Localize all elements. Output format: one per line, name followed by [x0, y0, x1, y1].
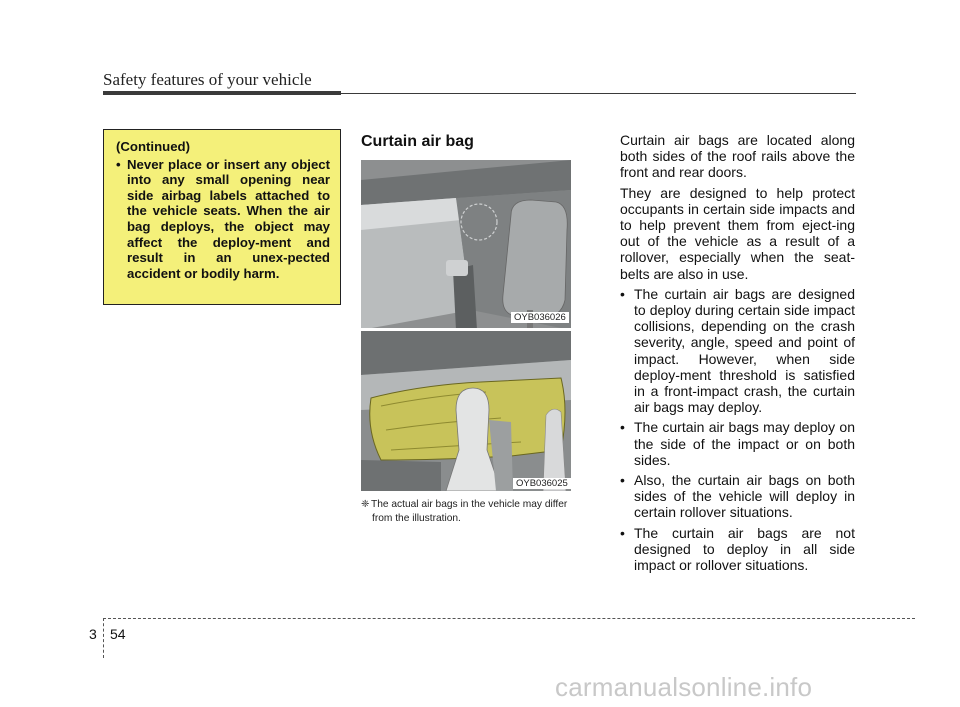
bullet-dot: •: [116, 156, 121, 172]
note-line-1: The actual air bags in the vehicle may differ: [371, 499, 568, 510]
page-number: 54: [110, 626, 126, 642]
bullet-dot: •: [620, 524, 625, 541]
section-title: Curtain air bag: [361, 133, 474, 150]
warning-continued: (Continued): [116, 139, 190, 154]
chapter-number: 3: [89, 626, 97, 642]
list-item: • The curtain air bags are not designed to deploy in all side impact or rollover situations.: [620, 524, 855, 574]
note-line-2: from the illustration.: [372, 513, 461, 524]
footer-divider: [103, 618, 104, 658]
list-item: • The curtain air bags are designed to deploy during certain side impact collisions, depending on the crash severity, angle, speed and point of impact. However, when side deploy-ment threshold is satisfied in a front-impact crash, the curtain air bags may deploy.: [620, 285, 855, 416]
airbag-illustration-svg: [361, 160, 571, 491]
list-item: • Also, the curtain air bags on both sides of the vehicle will deploy in certain rollover situations.: [620, 472, 855, 521]
warning-box: [103, 129, 341, 305]
header-rule: [341, 93, 856, 94]
figure-code-top: OYB036026: [511, 312, 569, 323]
watermark: carmanualsonline.info: [555, 672, 813, 702]
bullet-dot: •: [620, 419, 625, 436]
bullet-dot: •: [620, 285, 625, 302]
paragraph-location: Curtain air bags are located along both sides of the roof rails above the front and rear doors.: [620, 132, 855, 181]
figure-code-bottom: OYB036025: [513, 478, 571, 489]
figure-note: [361, 498, 576, 526]
warning-text: Never place or insert any object into any small opening near side airbag labels attached to the vehicle seats. When the air bag deploys, the object may affect the deploy-ment and result in an unex-pected accident or bodily harm.: [127, 156, 330, 281]
airbag-illustration: [361, 160, 571, 491]
note-symbol: ❈: [361, 499, 370, 510]
body-text: [620, 132, 855, 577]
list-item: • The curtain air bags may deploy on the side of the impact or on both sides.: [620, 419, 855, 468]
footer-rule: [103, 618, 915, 619]
page-header-title: Safety features of your vehicle: [103, 70, 312, 89]
warning-bullet: [116, 157, 330, 282]
bullet-dot: •: [620, 472, 625, 489]
paragraph-purpose: They are designed to help protect occupants in certain side impacts and to help prevent them from eject-ing out of the vehicle as a result of a rollover, especially when the seat-belts are also in use.: [620, 184, 855, 282]
header-bar: [103, 91, 341, 95]
